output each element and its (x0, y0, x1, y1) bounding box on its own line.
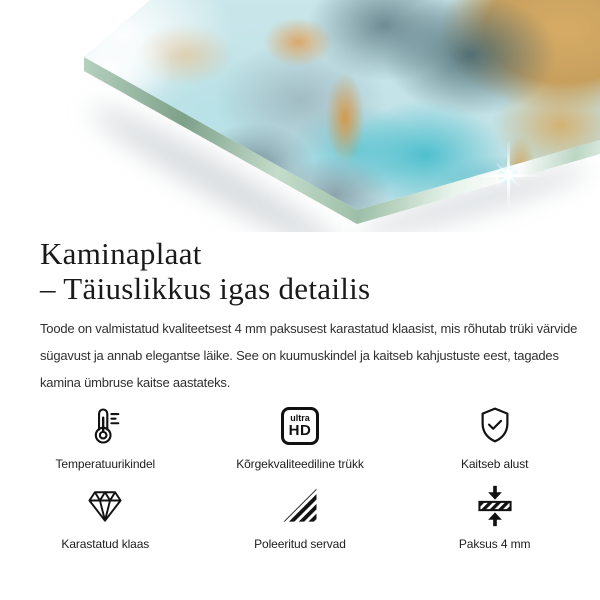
feature-label: Paksus 4 mm (458, 537, 531, 552)
description-line: sügavust ja annab elegantse läike. See on kuumuskindel ja kaitseb kahjustuste eest, tagades (40, 348, 559, 364)
uhd-text-top: ultra (290, 413, 310, 424)
shield-check-icon (473, 403, 517, 449)
thickness-arrows-icon (473, 483, 517, 529)
feature-label: Kaitseb alust (460, 457, 529, 472)
feature-label: Temperatuurikindel (55, 457, 156, 472)
description-line: Toode on valmistatud kvaliteetsest 4 mm paksusest karastatud klaasist, mis rõhutab trüki värvide (40, 321, 578, 337)
feature-polished-edges (203, 483, 398, 551)
feature-grid (8, 403, 592, 551)
description-line: kamina ümbruse kaitse aastateks. (40, 375, 231, 391)
feature-tempered-glass (8, 483, 203, 551)
page-title-line1: Kaminaplaat (40, 236, 202, 271)
polished-edges-icon (278, 483, 322, 529)
feature-print-quality (203, 403, 398, 471)
feature-thickness (397, 483, 592, 551)
ultra-hd-icon (281, 403, 319, 449)
uhd-text-bottom: HD (288, 422, 312, 440)
product-description (40, 315, 578, 396)
feature-label: Karastatud klaas (61, 537, 150, 552)
page-title (40, 237, 560, 306)
feature-label: Poleeritud servad (254, 537, 346, 552)
page-title-line2: – Täiuslikkus igas detailis (40, 270, 371, 306)
feature-protects-base (397, 403, 592, 471)
product-image (0, 0, 600, 232)
feature-temperature (8, 403, 203, 471)
thermometer-icon (83, 403, 127, 449)
feature-label: Kõrgekvaliteediline trükk (236, 457, 364, 472)
diamond-icon (83, 483, 127, 529)
